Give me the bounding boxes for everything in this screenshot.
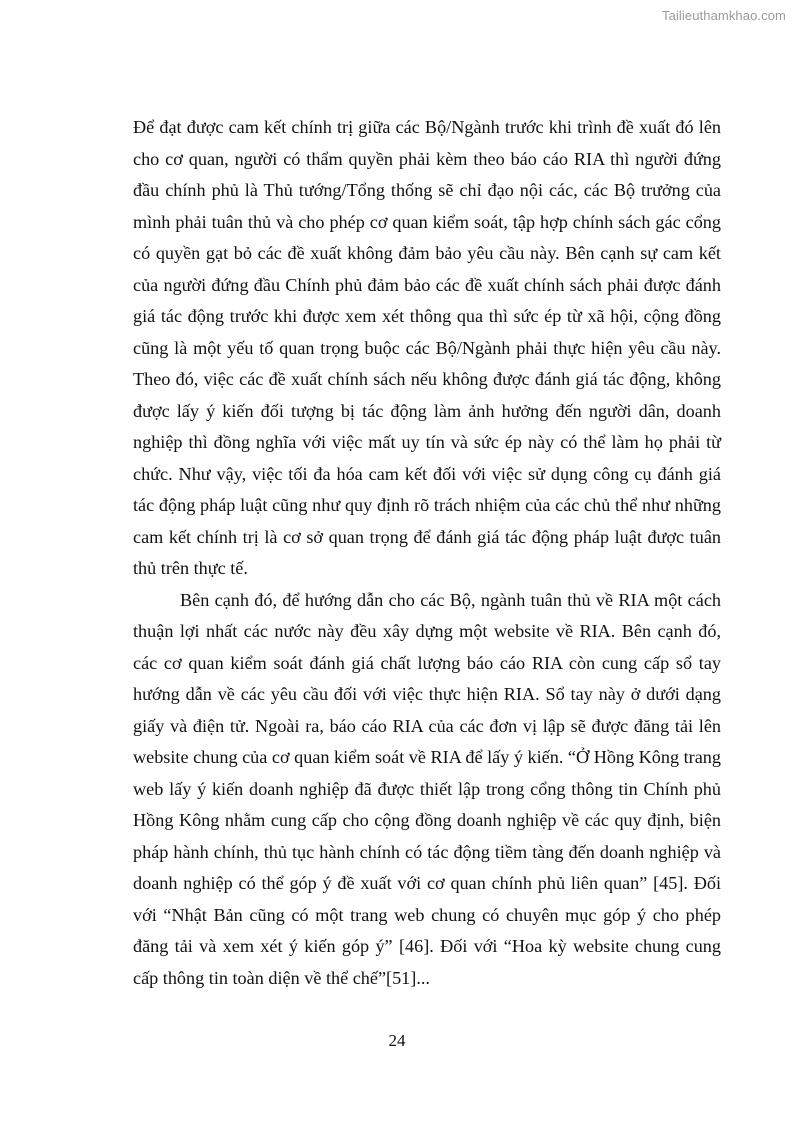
watermark-text: Tailieuthamkhao.com bbox=[661, 8, 786, 23]
paragraph-1: Để đạt được cam kết chính trị giữa các Bộ/Ngành trước khi trình đề xuất đó lên cho cơ quan, người có thẩm quyền phải kèm theo báo cáo RIA thì người đứng đầu chính phủ là Thủ tướng/Tổng thống sẽ chỉ đạo nội các, các Bộ trưởng của mình phải tuân thủ và cho phép cơ quan kiểm soát, tập hợp chính sách gác cổng có quyền gạt bỏ các đề xuất không đảm bảo yêu cầu này. Bên cạnh sự cam kết của người đứng đầu Chính phủ đảm bảo các đề xuất chính sách phải được đánh giá tác động trước khi được xem xét thông qua thì sức ép từ xã hội, cộng đồng cũng là một yếu tố quan trọng buộc các Bộ/Ngành phải thực hiện yêu cầu này. Theo đó, việc các đề xuất chính sách nếu không được đánh giá tác động, không được lấy ý kiến đối tượng bị tác động làm ảnh hưởng đến người dân, doanh nghiệp thì đồng nghĩa với việc mất uy tín và sức ép này có thể làm họ phải từ chức. Như vậy, việc tối đa hóa cam kết đối với việc sử dụng công cụ đánh giá tác động pháp luật cũng như quy định rõ trách nhiệm của các chủ thể như những cam kết chính trị là cơ sở quan trọng để đánh giá tác động pháp luật được tuân thủ trên thực tế. bbox=[133, 117, 721, 578]
page-number: 24 bbox=[388, 1031, 406, 1050]
document-body bbox=[133, 112, 721, 994]
paragraph-2: Bên cạnh đó, để hướng dẫn cho các Bộ, ngành tuân thủ về RIA một cách thuận lợi nhất các nước này đều xây dựng một website về RIA. Bên cạnh đó, các cơ quan kiểm soát đánh giá chất lượng báo cáo RIA còn cung cấp sổ tay hướng dẫn về các yêu cầu đối với việc thực hiện RIA. Sổ tay này ở dưới dạng giấy và điện tử. Ngoài ra, báo cáo RIA của các đơn vị lập sẽ được đăng tải lên website chung của cơ quan kiểm soát về RIA để lấy ý kiến. “Ở Hồng Kông trang web lấy ý kiến doanh nghiệp đã được thiết lập trong cổng thông tin Chính phủ Hồng Kông nhằm cung cấp cho cộng đồng doanh nghiệp về các quy định, biện pháp hành chính, thủ tục hành chính có tác động tiềm tàng đến doanh nghiệp và doanh nghiệp có thể góp ý đề xuất với cơ quan chính phủ liên quan” [45]. Đối với “Nhật Bản cũng có một trang web chung có chuyên mục góp ý cho phép đăng tải và xem xét ý kiến góp ý” [46]. Đối với “Hoa kỳ website chung cung cấp thông tin toàn diện về thể chế”[51]... bbox=[133, 589, 721, 988]
